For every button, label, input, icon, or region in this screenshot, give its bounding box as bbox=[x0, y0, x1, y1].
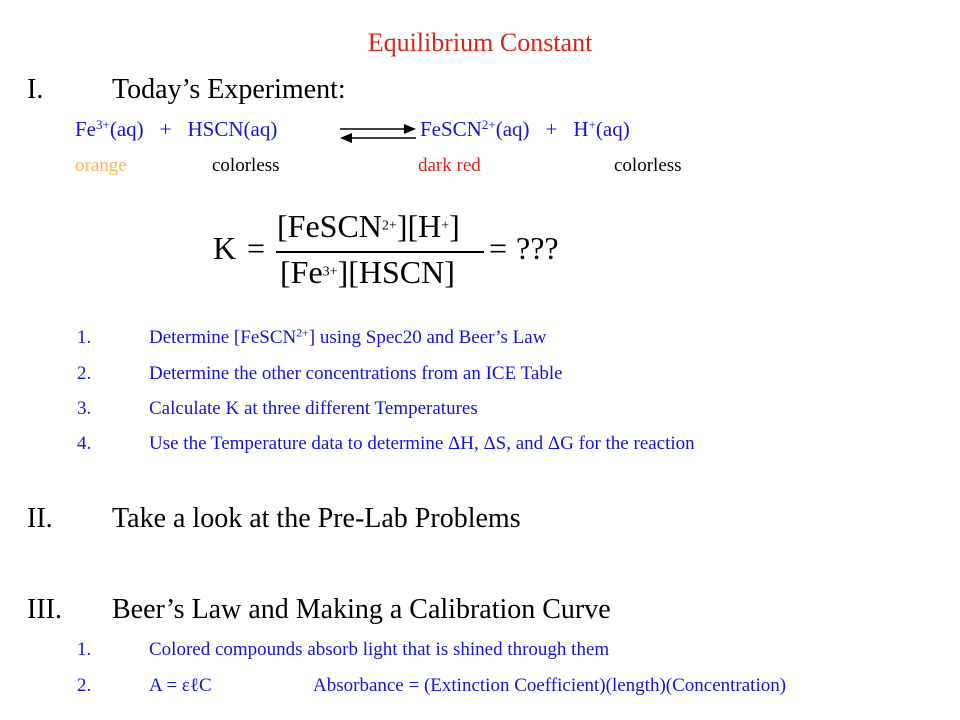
fescn-state: (aq) bbox=[495, 117, 530, 141]
step-4-number: 4. bbox=[77, 433, 92, 454]
denominator-fe: [Fe bbox=[280, 254, 323, 290]
numerator-h: ][H bbox=[396, 208, 442, 244]
fraction-numerator bbox=[277, 208, 460, 245]
numerator-close: ] bbox=[449, 208, 460, 244]
numerator-fescn-charge: 2+ bbox=[381, 218, 397, 234]
fescn-ion: FeSCN bbox=[420, 117, 482, 141]
reaction-reactants bbox=[75, 117, 277, 142]
denominator-hscn: ][HSCN] bbox=[337, 254, 455, 290]
beers-law-formula: A = εℓC bbox=[149, 675, 212, 696]
beers-law-description: Absorbance = (Extinction Coefficient)(length)(Concentration) bbox=[313, 675, 787, 696]
numerator-fescn: [FeSCN bbox=[277, 208, 382, 244]
denominator-fe-charge: 3+ bbox=[322, 264, 338, 280]
step-4-text: Use the Temperature data to determine ΔH, ΔS, and ΔG for the reaction bbox=[149, 433, 695, 454]
step-3-text: Calculate K at three different Temperatures bbox=[149, 398, 478, 419]
step-1-number: 1. bbox=[77, 327, 92, 348]
slide-title: Equilibrium Constant bbox=[367, 28, 593, 57]
fraction-denominator bbox=[280, 254, 455, 291]
step-1-text bbox=[149, 327, 546, 349]
section-1-number: I. bbox=[27, 74, 44, 105]
color-label-orange: orange bbox=[75, 155, 127, 176]
fraction-bar bbox=[276, 251, 484, 253]
reaction-products bbox=[420, 117, 630, 142]
step-2-number: 2. bbox=[77, 363, 92, 384]
fescn-charge: 2+ bbox=[481, 116, 496, 132]
k-unknown: ??? bbox=[516, 230, 559, 266]
step-2-text: Determine the other concentrations from an ICE Table bbox=[149, 363, 563, 384]
equilibrium-arrows-icon bbox=[338, 121, 418, 145]
step-1-charge: 2+ bbox=[296, 326, 309, 340]
section-3-number: III. bbox=[27, 594, 62, 625]
step-1-pre: Determine [FeSCN bbox=[149, 327, 297, 348]
fe-state: (aq) bbox=[109, 117, 144, 141]
h-charge: + bbox=[588, 116, 596, 132]
numerator-h-charge: + bbox=[441, 218, 450, 234]
plus-sign-2: + bbox=[545, 117, 558, 141]
fe-charge: 3+ bbox=[96, 116, 110, 132]
fe-ion: Fe bbox=[75, 117, 96, 141]
section-2-heading: Take a look at the Pre-Lab Problems bbox=[112, 503, 521, 534]
plus-sign: + bbox=[159, 117, 172, 141]
color-label-dark-red: dark red bbox=[418, 155, 481, 176]
color-label-colorless-1: colorless bbox=[212, 155, 280, 176]
section-2-number: II. bbox=[27, 503, 53, 534]
k-symbol: K bbox=[213, 230, 237, 266]
h-state: (aq) bbox=[595, 117, 630, 141]
section-1-heading: Today’s Experiment: bbox=[112, 74, 346, 105]
beers-2-number: 2. bbox=[77, 675, 92, 696]
hscn: HSCN(aq) bbox=[187, 117, 278, 141]
h-ion: H bbox=[573, 117, 589, 141]
beers-1-number: 1. bbox=[77, 639, 92, 660]
step-1-post: ] using Spec20 and Beer’s Law bbox=[308, 327, 547, 348]
equals-sign-1: = bbox=[247, 230, 266, 266]
section-3-heading: Beer’s Law and Making a Calibration Curve bbox=[112, 594, 611, 625]
equals-sign-2: = bbox=[489, 230, 508, 266]
step-3-number: 3. bbox=[77, 398, 92, 419]
color-label-colorless-2: colorless bbox=[614, 155, 682, 176]
beers-1-text: Colored compounds absorb light that is shined through them bbox=[149, 639, 610, 660]
